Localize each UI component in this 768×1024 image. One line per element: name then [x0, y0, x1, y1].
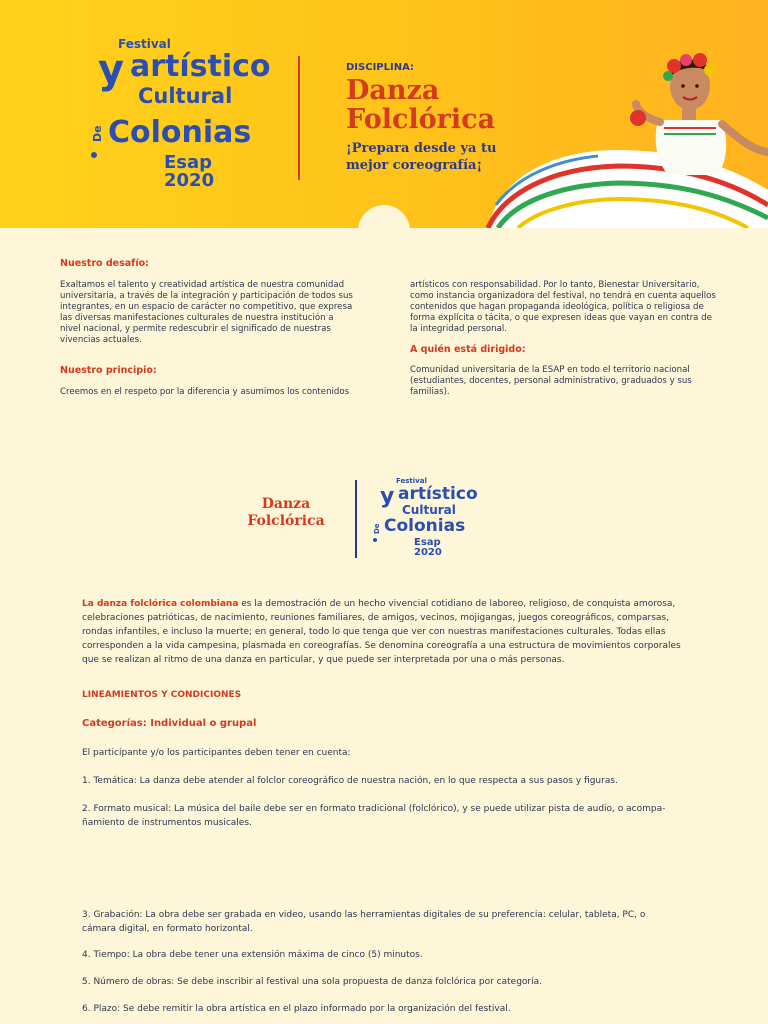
folk-dancer-image: [478, 0, 768, 228]
logo-artistico-text: artístico: [130, 49, 271, 84]
text-line: [82, 597, 702, 611]
text-line: 2. Formato musical: La música del baile debe ser en formato tradicional (folclórico), y se puede utilizar pista de audio, o acompa-: [82, 804, 666, 814]
logo-esap-text: Esap 2020: [414, 537, 442, 558]
text-line: Exaltamos el talento y creatividad artística de nuestra comunidad: [60, 280, 345, 290]
principle-continuation: [410, 280, 730, 335]
text-line: familias).: [410, 387, 450, 397]
logo-dot: [373, 538, 377, 542]
banner-semicircle: [358, 205, 410, 228]
logo-festival-text: Festival: [396, 477, 427, 485]
text-line: contenidos que hagan propaganda ideológica, política o religiosa de: [410, 302, 704, 312]
logo-festival-text: Festival: [118, 37, 171, 51]
logo-artistico-text: artístico: [398, 484, 478, 504]
logo-colonias-text: Colonias: [384, 516, 466, 536]
categories-heading: Categorías: Individual o grupal: [82, 718, 257, 729]
logo-de-text: De: [91, 125, 104, 142]
logo-cultural-text: Cultural: [138, 84, 233, 108]
discipline-title: [346, 76, 495, 134]
item-tiempo: 4. Tiempo: La obra debe tener una extensión máxima de cinco (5) minutos.: [82, 950, 423, 960]
text-line: nivel nacional, y permite redescubrir el significado de nuestras: [60, 324, 331, 334]
tagline-line1: ¡Prepara desde ya tu: [346, 141, 497, 156]
text-line: corresponden a la vida campesina, plasmada en coreografías. Se denomina coreografía a una estructura de movimientos corporales: [82, 641, 681, 651]
mid-title-line1: Danza: [261, 496, 311, 512]
intro-paragraph: [82, 597, 702, 667]
participants-intro: El participante y/o los participantes deben tener en cuenta:: [82, 748, 351, 758]
text-line: ñamiento de instrumentos musicales.: [82, 818, 252, 828]
text-line: artísticos con responsabilidad. Por lo tanto, Bienestar Universitario,: [410, 280, 700, 290]
item-grabacion: [82, 908, 702, 936]
text-line: que se realizan al ritmo de una danza en particular, y que puede ser interpretada por una o más personas.: [82, 655, 565, 665]
text-line: cámara digital, en formato horizontal.: [82, 924, 253, 934]
item-tematica: 1. Temática: La danza debe atender al folclor coreográfico de nuestra nación, en lo que respecta a sus pasos y figuras.: [82, 776, 618, 786]
mid-divider: [355, 480, 357, 558]
challenge-text: [60, 280, 380, 346]
logo-dot: [91, 152, 97, 158]
discipline-title-line1: Danza: [346, 75, 440, 106]
text-line: forma explícita o tácita, o que expresen ideas que vayan en contra de: [410, 313, 712, 323]
festival-logo-small: [370, 476, 478, 558]
principle-heading: Nuestro principio:: [60, 365, 157, 376]
logo-cultural-text: Cultural: [402, 503, 456, 517]
festival-logo: [88, 34, 271, 191]
discipline-label: DISCIPLINA:: [346, 62, 414, 73]
principle-text: Creemos en el respeto por la diferencia y asumimos los contenidos: [60, 387, 350, 397]
challenge-heading: Nuestro desafío:: [60, 258, 149, 269]
text-line: las diversas manifestaciones culturales de nuestra institución a: [60, 313, 334, 323]
text-line: vivencias actuales.: [60, 335, 142, 345]
logo-esap-text: Esap 2020: [164, 152, 215, 191]
tagline-line2: mejor coreografía¡: [346, 158, 483, 173]
lead-highlight: La danza folclórica colombiana: [82, 599, 239, 609]
text-line: la integridad personal.: [410, 324, 508, 334]
text-line: rondas infantiles, e incluso la muerte; en general, todo lo que tenga que ver con nuestras manifestaciones culturales. Todas ellas: [82, 627, 666, 637]
text-line: 3. Grabación: La obra debe ser grabada en video, usando las herramientas digitales de su preferencia: celular, tableta, PC, o: [82, 910, 646, 920]
item-formato-musical: [82, 802, 702, 830]
logo-de-text: De: [373, 523, 381, 534]
item-numero-obras: 5. Número de obras: Se debe inscribir al festival una sola propuesta de danza folclórica por categoría.: [82, 977, 543, 987]
banner-divider: [298, 56, 300, 180]
item-plazo: 6. Plazo: Se debe remitir la obra artística en el plazo informado por la organización del festival.: [82, 1004, 511, 1014]
mid-title-line2: Folclórica: [247, 513, 325, 529]
text-line: Comunidad universitaria de la ESAP en todo el territorio nacional: [410, 365, 690, 375]
tagline: [346, 140, 496, 174]
text-line: (estudiantes, docentes, personal administrativo, graduados y sus: [410, 376, 692, 386]
text-line: celebraciones patrióticas, de nacimiento, reuniones familiares, de amigos, vecinos, mojigangas, juegos coreográficos, comparsas,: [82, 613, 669, 623]
text-line: integrantes, en un espacio de carácter no competitivo, que expresa: [60, 302, 353, 312]
lead-rest: es la demostración de un hecho vivencial cotidiano de laboreo, religioso, de conquista amorosa,: [238, 599, 676, 609]
audience-text: [410, 365, 730, 398]
text-line: universitaria, a través de la integración y participación de todos sus: [60, 291, 353, 301]
logo-y-text: y: [98, 47, 125, 93]
guidelines-heading: LINEAMIENTOS Y CONDICIONES: [82, 690, 242, 700]
mid-title: [240, 496, 332, 530]
discipline-title-line2: Folclórica: [346, 104, 496, 135]
audience-heading: A quién está dirigido:: [410, 344, 526, 355]
header-banner: [0, 0, 768, 228]
logo-y-text: y: [380, 484, 395, 509]
text-line: como instancia organizadora del festival, no tendrá en cuenta aquellos: [410, 291, 716, 301]
logo-colonias-text: Colonias: [108, 115, 252, 150]
